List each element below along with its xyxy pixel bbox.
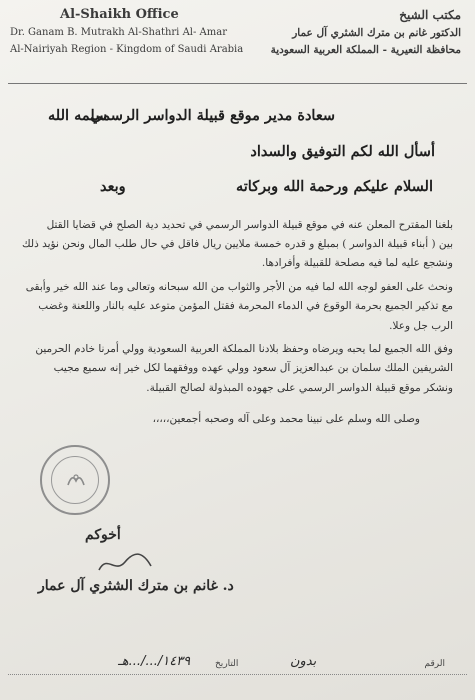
header-divider — [8, 83, 467, 84]
paragraph-1-line-1: بلغنا المقترح المعلن عنه في موقع قبيلة الدواسر الرسمي في تحديد دية الصلح في قضايا القتل — [46, 219, 453, 231]
letterhead-en-title: Al-Shaikh Office — [60, 7, 179, 22]
wish-line: أسأل الله لكم التوفيق والسداد — [250, 143, 435, 160]
paragraph-2-line-2: مع تذكير الجميع بحرمة الوقوع في الدماء المحرمة فقتل المؤمن متوعد عليه بالنار واللعنة وغضب — [38, 300, 453, 312]
date-label: التاريخ — [215, 659, 239, 669]
date-value: ١٤٣٩/.../...هـ — [118, 654, 191, 669]
recipient-title: سعادة مدير موقع قبيلة الدواسر الرسمي — [90, 107, 335, 124]
letterhead-ar-region: محافظة النعيرية - المملكة العربية السعودية — [270, 44, 461, 56]
letterhead-en-name: Dr. Ganam B. Mutrakh Al-Shathri Al- Amar — [10, 27, 227, 38]
seal-emblem-icon — [66, 471, 86, 489]
paragraph-3-line-1: وفق الله الجميع لما يحبه ويرضاه وحفظ بلادنا المملكة العربية السعودية وولي أمرنا خادم الحرمين — [35, 343, 453, 355]
footer-divider — [8, 674, 467, 675]
recipient-greeting: سلمه الله — [48, 107, 108, 124]
paragraph-3-line-3: ونشكر موقع قبيلة الدواسر الرسمي على جهوده المبذولة لصالح القبيلة. — [146, 382, 453, 394]
handwritten-signature-icon — [95, 548, 155, 578]
paragraph-2-line-3: الرب جل وعلا. — [389, 320, 453, 332]
salam-line: السلام عليكم ورحمة الله وبركاته — [235, 178, 433, 195]
official-seal-stamp — [40, 445, 110, 515]
seal-inner-ring — [51, 456, 99, 504]
ref-number-label: الرقم — [424, 659, 445, 669]
letterhead-en-region: Al-Nairiyah Region - Kingdom of Saudi Arabia — [10, 44, 244, 55]
signature-brother: أخوكم — [85, 527, 121, 543]
letterhead-ar-name: الدكتور غانم بن مترك الشثري آل عمار — [292, 27, 461, 39]
paragraph-3-line-2: الشريفين الملك سلمان بن عبدالعزيز آل سعود وولي عهده ووفقهما لكل خير إنه سميع مجيب — [53, 362, 453, 374]
ref-number-value: بدون — [290, 654, 317, 669]
paragraph-1-line-2: بين ( أبناء قبيلة الدواسر ) بمبلغ و قدره خمسة ملايين ريال فاقل في حال طلب المال ونحن نؤيد ذلك — [22, 238, 453, 250]
wabaad-word: وبعد — [100, 178, 126, 195]
paragraph-1-line-3: ونشجع عليه لما فيه مصلحة للقبيلة وأفرادها. — [261, 257, 453, 269]
letterhead-ar-title: مكتب الشيخ — [399, 8, 461, 22]
closing-prayer: وصلى الله وسلم على نبينا محمد وعلى آله وصحبه أجمعين،،،،، — [152, 413, 420, 425]
signatory-name: د. غانم بن مترك الشثري آل عمار — [38, 578, 234, 594]
paragraph-2-line-1: ونحث على العفو لوجه الله لما فيه من الأجر والثواب من الله سبحانه وتعالى وما عند الله خير وأبقى — [25, 281, 453, 293]
